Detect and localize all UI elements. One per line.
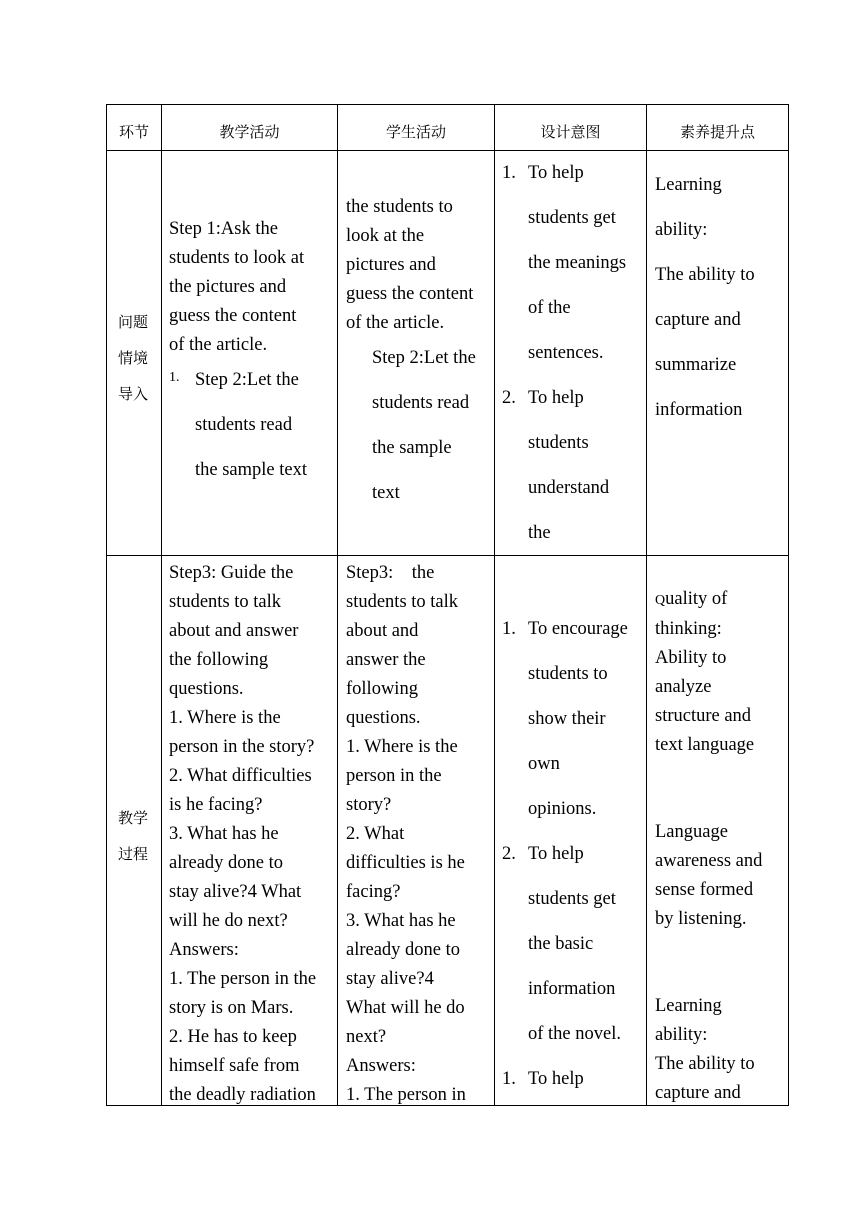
text-line: information xyxy=(528,979,616,999)
text-line: ability: xyxy=(655,220,708,240)
text-line: understand xyxy=(528,478,610,498)
header-stage: 环节 xyxy=(118,123,149,141)
text-line: 1. The person in the xyxy=(169,969,317,989)
row1-student-activity xyxy=(346,193,494,338)
text-line: 1. Where is the xyxy=(169,708,281,728)
text-line: person in the story? xyxy=(169,737,315,757)
text-line: 3. What has he xyxy=(169,824,279,844)
stage-line: 情境 xyxy=(118,349,149,367)
text-line: will he do next? xyxy=(169,911,288,931)
text-line: following xyxy=(346,679,418,699)
text-line: show their xyxy=(528,709,606,729)
header-design-intent: 设计意图 xyxy=(540,123,601,141)
text-line: questions. xyxy=(169,679,244,699)
text-line: the meanings xyxy=(528,253,627,273)
text-line: Step 1:Ask the xyxy=(169,219,278,239)
text-line: 3. What has he xyxy=(346,911,456,931)
text-line: students xyxy=(528,433,589,453)
text-line: of the xyxy=(528,298,571,318)
text-line: questions. xyxy=(346,708,421,728)
text-line: Language xyxy=(655,822,728,842)
text-line: To help xyxy=(528,1069,584,1089)
text-line: students to look at xyxy=(169,248,305,268)
text-line: facing? xyxy=(346,882,401,902)
text-line: the sample xyxy=(372,438,452,458)
header-teaching-activity: 教学活动 xyxy=(219,123,280,141)
text-line: guess the content xyxy=(169,306,297,326)
design-list-item xyxy=(502,607,646,832)
row1-student-step2 xyxy=(372,336,494,516)
row-divider xyxy=(106,150,789,151)
list-number: 2. xyxy=(502,388,516,408)
text-line: structure and xyxy=(655,706,752,726)
row2-design-intent xyxy=(502,607,646,1102)
header-student-activity: 学生活动 xyxy=(385,123,446,141)
stage-line: 过程 xyxy=(118,845,149,863)
text-line: students get xyxy=(528,889,616,909)
text-line: of the article. xyxy=(346,313,445,333)
text-line: students get xyxy=(528,208,616,228)
row2-student-activity xyxy=(346,559,494,1110)
column-divider xyxy=(494,104,495,1106)
text-line: text language xyxy=(655,735,755,755)
text-line: students to talk xyxy=(346,592,459,612)
text-line: own xyxy=(528,754,560,774)
text-line: opinions. xyxy=(528,799,597,819)
text-line: Answers: xyxy=(169,940,239,960)
design-list-item xyxy=(502,832,646,1057)
text-line: The ability to xyxy=(655,265,755,285)
row-divider xyxy=(106,555,789,556)
text-line: capture and xyxy=(655,310,741,330)
text-line: students read xyxy=(372,393,470,413)
text-line: the sample text xyxy=(195,460,307,480)
text-line: What will he do xyxy=(346,998,465,1018)
row1-literacy-point xyxy=(655,163,788,433)
text-line: answer the xyxy=(346,650,426,670)
text-line: Ability to xyxy=(655,648,727,668)
text-line: Step3: the xyxy=(346,563,435,583)
stage-line: 导入 xyxy=(118,385,149,403)
text-line: Step 2:Let the xyxy=(195,370,299,390)
spacer xyxy=(655,760,788,789)
text-line: students read xyxy=(195,415,293,435)
list-number: 1. xyxy=(502,619,516,639)
text-line: information xyxy=(655,400,743,420)
text-line: Answers: xyxy=(346,1056,416,1076)
text-line: already done to xyxy=(346,940,461,960)
design-list-item xyxy=(502,151,646,376)
text-line: story is on Mars. xyxy=(169,998,294,1018)
spacer xyxy=(655,963,788,992)
text-fragment: uality of xyxy=(665,589,728,609)
text-line: Step 2:Let the xyxy=(372,348,476,368)
table-border-top xyxy=(106,104,789,105)
table-border-left xyxy=(106,104,107,1106)
row1-design-intent xyxy=(502,151,646,556)
design-list-item xyxy=(502,376,646,556)
text-line: To encourage xyxy=(528,619,628,639)
stage-line: 问题 xyxy=(118,313,149,331)
text-line: the xyxy=(528,523,551,543)
row2-teaching-activity xyxy=(169,559,337,1110)
text-line: 1. The person in xyxy=(346,1085,466,1105)
text-line: Learning xyxy=(655,996,722,1016)
text-line: pictures and xyxy=(346,255,436,275)
text-line: summarize xyxy=(655,355,737,375)
text-line: stay alive?4 xyxy=(346,969,434,989)
text-line: The ability to xyxy=(655,1054,755,1074)
column-divider xyxy=(161,104,162,1106)
text-line: To help xyxy=(528,163,584,183)
text-line: 2. What difficulties xyxy=(169,766,312,786)
text-line: capture and xyxy=(655,1083,741,1103)
text-line: the pictures and xyxy=(169,277,287,297)
spacer xyxy=(655,789,788,818)
header-literacy-point: 素养提升点 xyxy=(679,123,755,141)
drop-initial: Q xyxy=(655,593,666,608)
text-line: students to talk xyxy=(169,592,282,612)
row2-literacy-point xyxy=(655,585,788,1108)
list-number: 1. xyxy=(169,370,180,385)
row1-stage xyxy=(118,304,158,412)
stage-line: 教学 xyxy=(118,809,149,827)
text-line: thinking: xyxy=(655,619,722,639)
row2-stage xyxy=(118,800,158,872)
text-line: analyze xyxy=(655,677,712,697)
text-line: stay alive?4 What xyxy=(169,882,302,902)
text-line: students to xyxy=(528,664,608,684)
list-number: 2. xyxy=(502,844,516,864)
text-line: already done to xyxy=(169,853,284,873)
text-line: 1. Where is the xyxy=(346,737,458,757)
text-line: story? xyxy=(346,795,392,815)
row1-teaching-step2 xyxy=(195,358,337,493)
text-line: 2. He has to keep xyxy=(169,1027,297,1047)
column-divider xyxy=(646,104,647,1106)
text-line: sense formed xyxy=(655,880,754,900)
text-line: awareness and xyxy=(655,851,763,871)
text-line xyxy=(655,585,788,615)
column-divider xyxy=(337,104,338,1106)
text-line: Learning xyxy=(655,175,722,195)
spacer xyxy=(655,934,788,963)
text-line: person in the xyxy=(346,766,442,786)
text-line: next? xyxy=(346,1027,387,1047)
design-list-item xyxy=(502,1057,646,1102)
text-line: guess the content xyxy=(346,284,474,304)
text-line: of the novel. xyxy=(528,1024,621,1044)
text-line: the students to xyxy=(346,197,453,217)
text-line: To help xyxy=(528,844,584,864)
text-line: is he facing? xyxy=(169,795,263,815)
list-number: 1. xyxy=(502,1069,516,1089)
text-line: To help xyxy=(528,388,584,408)
text-line: about and answer xyxy=(169,621,299,641)
table-border-right xyxy=(788,104,789,1106)
lesson-plan-table xyxy=(106,104,789,1106)
list-number: 1. xyxy=(502,163,516,183)
text-line: the following xyxy=(169,650,269,670)
row1-teaching-activity xyxy=(169,215,337,360)
text-line: about and xyxy=(346,621,419,641)
text-line: sentences. xyxy=(528,343,604,363)
text-line: by listening. xyxy=(655,909,747,929)
text-line: text xyxy=(372,483,400,503)
text-line: of the article. xyxy=(169,335,268,355)
text-line: look at the xyxy=(346,226,425,246)
text-line: the deadly radiation xyxy=(169,1085,316,1105)
text-line: the basic xyxy=(528,934,594,954)
text-line: himself safe from xyxy=(169,1056,300,1076)
text-line: Step3: Guide the xyxy=(169,563,294,583)
text-line: ability: xyxy=(655,1025,708,1045)
text-line: difficulties is he xyxy=(346,853,465,873)
text-line: 2. What xyxy=(346,824,405,844)
